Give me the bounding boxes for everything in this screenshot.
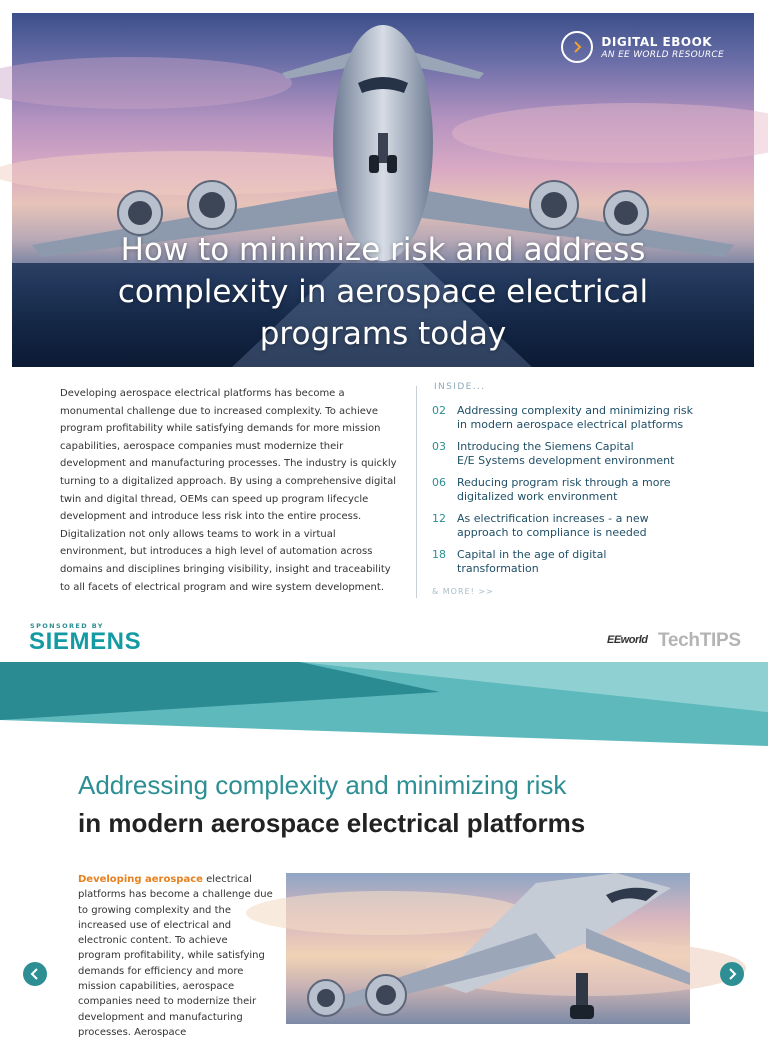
- toc-item[interactable]: [432, 476, 732, 504]
- inside-divider: [416, 386, 417, 598]
- badge-subtitle: AN EE WORLD RESOURCE: [601, 49, 724, 60]
- section-body: [78, 872, 273, 1040]
- toc-title-line: As electrification increases - a new: [457, 512, 649, 525]
- toc-title: [457, 440, 719, 468]
- toc-title-line: E/E Systems development environment: [457, 454, 675, 467]
- chevron-right-icon: [726, 968, 738, 980]
- toc-title: [457, 512, 719, 540]
- toc-title: [457, 404, 719, 432]
- toc-title-line: in modern aerospace electrical platforms: [457, 418, 684, 431]
- siemens-logo: SIEMENS: [29, 628, 142, 655]
- more-link[interactable]: & MORE! >>: [432, 587, 494, 596]
- digital-ebook-badge: [561, 31, 724, 63]
- section-heading-line1: Addressing complexity and minimizing risk: [78, 770, 567, 800]
- badge-title: DIGITAL EBOOK: [601, 34, 713, 49]
- toc-page-number: 02: [432, 404, 446, 417]
- airplane-takeoff-illustration: [286, 873, 690, 1024]
- hero-banner: [12, 13, 754, 367]
- toc-title-line: Introducing the Siemens Capital: [457, 440, 634, 453]
- toc-title-line: Reducing program risk through a more: [457, 476, 671, 489]
- table-of-contents: [432, 404, 732, 584]
- toc-title: [457, 476, 719, 504]
- toc-title-line: approach to compliance is needed: [457, 526, 647, 539]
- toc-page-number: 18: [432, 548, 446, 561]
- toc-title-line: transformation: [457, 562, 539, 575]
- toc-page-number: 12: [432, 512, 446, 525]
- toc-title-line: digitalized work environment: [457, 490, 618, 503]
- intro-paragraph: Developing aerospace electrical platforms has become a monumental challenge due to increased complexity. To achieve program profitability while satisfying demands for more mission capabilities, aerospace companies must modernize their development and manufacturing processes. The industry is quickly turning to a digitalized approach. By using a comprehensive digital twin and digital thread, OEMs can speed up program lifecycle development and introduce less risk into the entire process. Digitalization not only allows teams to work in a virtual environment, but introduces a high level of automation across domains and disciplines bringing visibility, insight and traceability to all facets of electrical program and wire system development.: [60, 388, 397, 593]
- toc-title-line: Addressing complexity and minimizing risk: [457, 404, 694, 417]
- toc-page-number: 03: [432, 440, 446, 453]
- next-page-button[interactable]: [720, 962, 744, 986]
- chevron-left-icon: [29, 968, 41, 980]
- toc-page-number: 06: [432, 476, 446, 489]
- toc-item[interactable]: [432, 404, 732, 432]
- sponsored-by-label: SPONSORED BY: [30, 622, 104, 630]
- badge-circle: [561, 31, 593, 63]
- airplane-takeoff-photo: [286, 873, 690, 1024]
- techtips-logo: TechTIPS: [658, 630, 741, 651]
- toc-title-line: Capital in the age of digital: [457, 548, 607, 561]
- decorative-band: [0, 662, 768, 746]
- toc-item[interactable]: [432, 512, 732, 540]
- toc-title: [457, 548, 719, 576]
- hero-title: How to minimize risk and address complexity in aerospace electrical programs today: [117, 232, 649, 352]
- toc-item[interactable]: [432, 548, 732, 576]
- section-body-text: electrical platforms has become a challenge due to growing complexity and the increased use of electrical and electronic content. To achieve program profitability, while satisfying demands for efficiency and more mission capabilities, aerospace companies need to modernize their development and manufacturing processes. Aerospace: [78, 874, 273, 1038]
- prev-page-button[interactable]: [23, 962, 47, 986]
- section-heading-line2: in modern aerospace electrical platforms: [78, 808, 586, 838]
- chevron-right-icon: [570, 40, 584, 54]
- highlight-text: Developing aerospace: [78, 874, 203, 885]
- toc-item[interactable]: [432, 440, 732, 468]
- inside-heading: INSIDE...: [434, 382, 486, 392]
- badge-text: [601, 35, 724, 60]
- eeworld-logo: EEworld: [607, 634, 648, 646]
